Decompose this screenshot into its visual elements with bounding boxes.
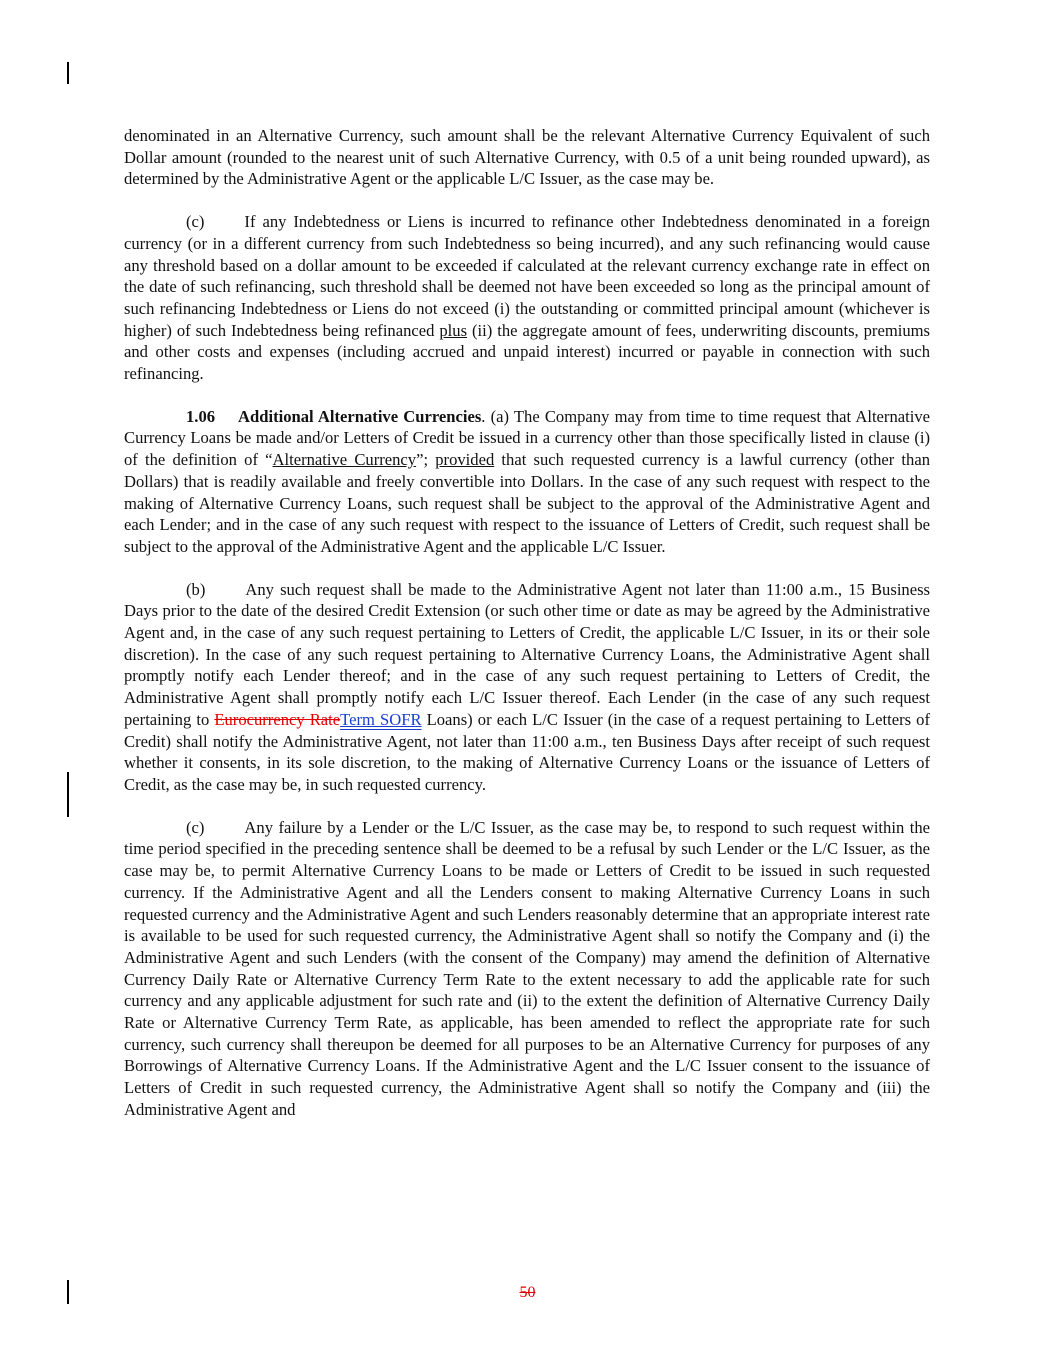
deleted-text: Eurocurrency Rate (214, 709, 341, 729)
paragraph-text: If any Indebtedness or Liens is incurred to refinance other Indebtedness denominated in a foreign currency (or in a different currency from such Indebtedness so being incurred), and any such refinancing would cause any threshold based on a dollar amount to be exceeded if calculated at the relevant currency exchange rate in effect on the date of such refinancing, such threshold shall be deemed not have been exceeded so long as the principal amount of such refinancing Indebtedness or Liens do not exceed (i) the outstanding or committed principal amount (whichever is higher) of such Indebtedness being refinanced (124, 212, 930, 340)
paragraph-text: . (a) The Company may from time to time request that Alternative Currency Loans be made and/or Letters of Credit be issued in a currency other than those specifically listed in clause (i) of the definition of “ (124, 406, 930, 470)
paragraph-b-request (124, 579, 930, 796)
paragraph-text: Loans) or each L/C Issuer (in the case of a request pertaining to Letters of Credit) shall notify the Administrative Agent, not later than 11:00 a.m., ten Business Days after receipt of such request whether it consents, in its sole discretion, to the making of Alternative Currency Loans or the issuance of Letters of Credit, as the case may be, in such requested currency. (124, 709, 930, 794)
defined-term: Alternative Currency (272, 450, 417, 470)
paragraph-text: that such requested currency is a lawful currency (other than Dollars) that is readily available and freely convertible into Dollars. In the case of any such request with respect to the making of Alternative Currency Loans, such request shall be subject to the approval of the Administrative Agent and each Lender; and in the case of any such request with respect to the issuance of Letters of Credit, such request shall be subject to the approval of the Administrative Agent and the applicable L/C Issuer. (124, 450, 931, 556)
paragraph-c-refinancing (124, 211, 930, 385)
paragraph-text: ”; (416, 450, 436, 470)
provided-term: provided (435, 450, 495, 470)
section-number: 1.06 (186, 406, 216, 426)
paragraph-text: Any such request shall be made to the Administrative Agent not later than 11:00 a.m., 15 Business Days prior to the date of the desired Credit Extension (or such other time or date as may be agreed by the Administrative Agent and, in the case of any such request pertaining to Letters of Credit, the applicable L/C Issuer, in its or their sole discretion). In the case of any such request pertaining to Alternative Currency Loans, the Administrative Agent shall promptly notify each Lender thereof; and in the case of any such request pertaining to Letters of Credit, the Administrative Agent shall promptly notify each L/C Issuer thereof. Each Lender (in the case of any such request pertaining to (124, 579, 930, 729)
document-body (124, 125, 930, 1142)
change-bar-middle (67, 772, 69, 817)
paragraph-continuation (124, 125, 930, 190)
page-number: 50 (519, 1284, 536, 1301)
paragraph-c-failure (124, 817, 930, 1121)
paragraph-text: (ii) the aggregate amount of fees, underwriting discounts, premiums and other costs and expenses (including accrued and unpaid interest) incurred or payable in connection with such refinancing. (124, 320, 931, 384)
paragraph-text: Any failure by a Lender or the L/C Issuer, as the case may be, to respond to such request within the time period specified in the preceding sentence shall be deemed to be a refusal by such Lender or the L/C Issuer, as the case may be, to permit Alternative Currency Loans to be made or Letters of Credit to be issued in such requested currency. If the Administrative Agent and all the Lenders consent to making Alternative Currency Loans in such requested currency and the Administrative Agent and such Lenders reasonably determine that an appropriate interest rate is available to be used for such requested currency, the Administrative Agent shall so notify the Company and (i) the Administrative Agent and such Lenders (with the consent of the Company) may amend the definition of Alternative Currency Daily Rate or Alternative Currency Term Rate to the extent necessary to add the applicable rate for such currency and any applicable adjustment for such rate and (ii) to the extent the definition of Alternative Currency Daily Rate or Alternative Currency Term Rate, as applicable, has been amended to reflect the appropriate rate for such currency, such currency shall thereupon be deemed for all purposes to be an Alternative Currency for purposes of any Borrowings of Alternative Currency Loans. If the Administrative Agent and the L/C Issuer consent to the issuance of Letters of Credit in such requested currency, the Administrative Agent shall so notify the Company and (iii) the Administrative Agent and (124, 817, 930, 1119)
section-1-06 (124, 406, 930, 558)
change-bar-top (67, 62, 69, 84)
paragraph-label: (b) (186, 579, 206, 599)
paragraph-label: (c) (186, 817, 205, 837)
plus-term: plus (439, 320, 468, 340)
inserted-text: Term SOFR (340, 709, 422, 729)
paragraph-label: (c) (186, 212, 205, 232)
paragraph-text: denominated in an Alternative Currency, such amount shall be the relevant Alternative Currency Equivalent of such Dollar amount (rounded to the nearest unit of such Alternative Currency, with 0.5 of a unit being rounded upward), as determined by the Administrative Agent or the applicable L/C Issuer, as the case may be. (124, 126, 930, 189)
section-heading: Additional Alternative Currencies (238, 406, 482, 426)
